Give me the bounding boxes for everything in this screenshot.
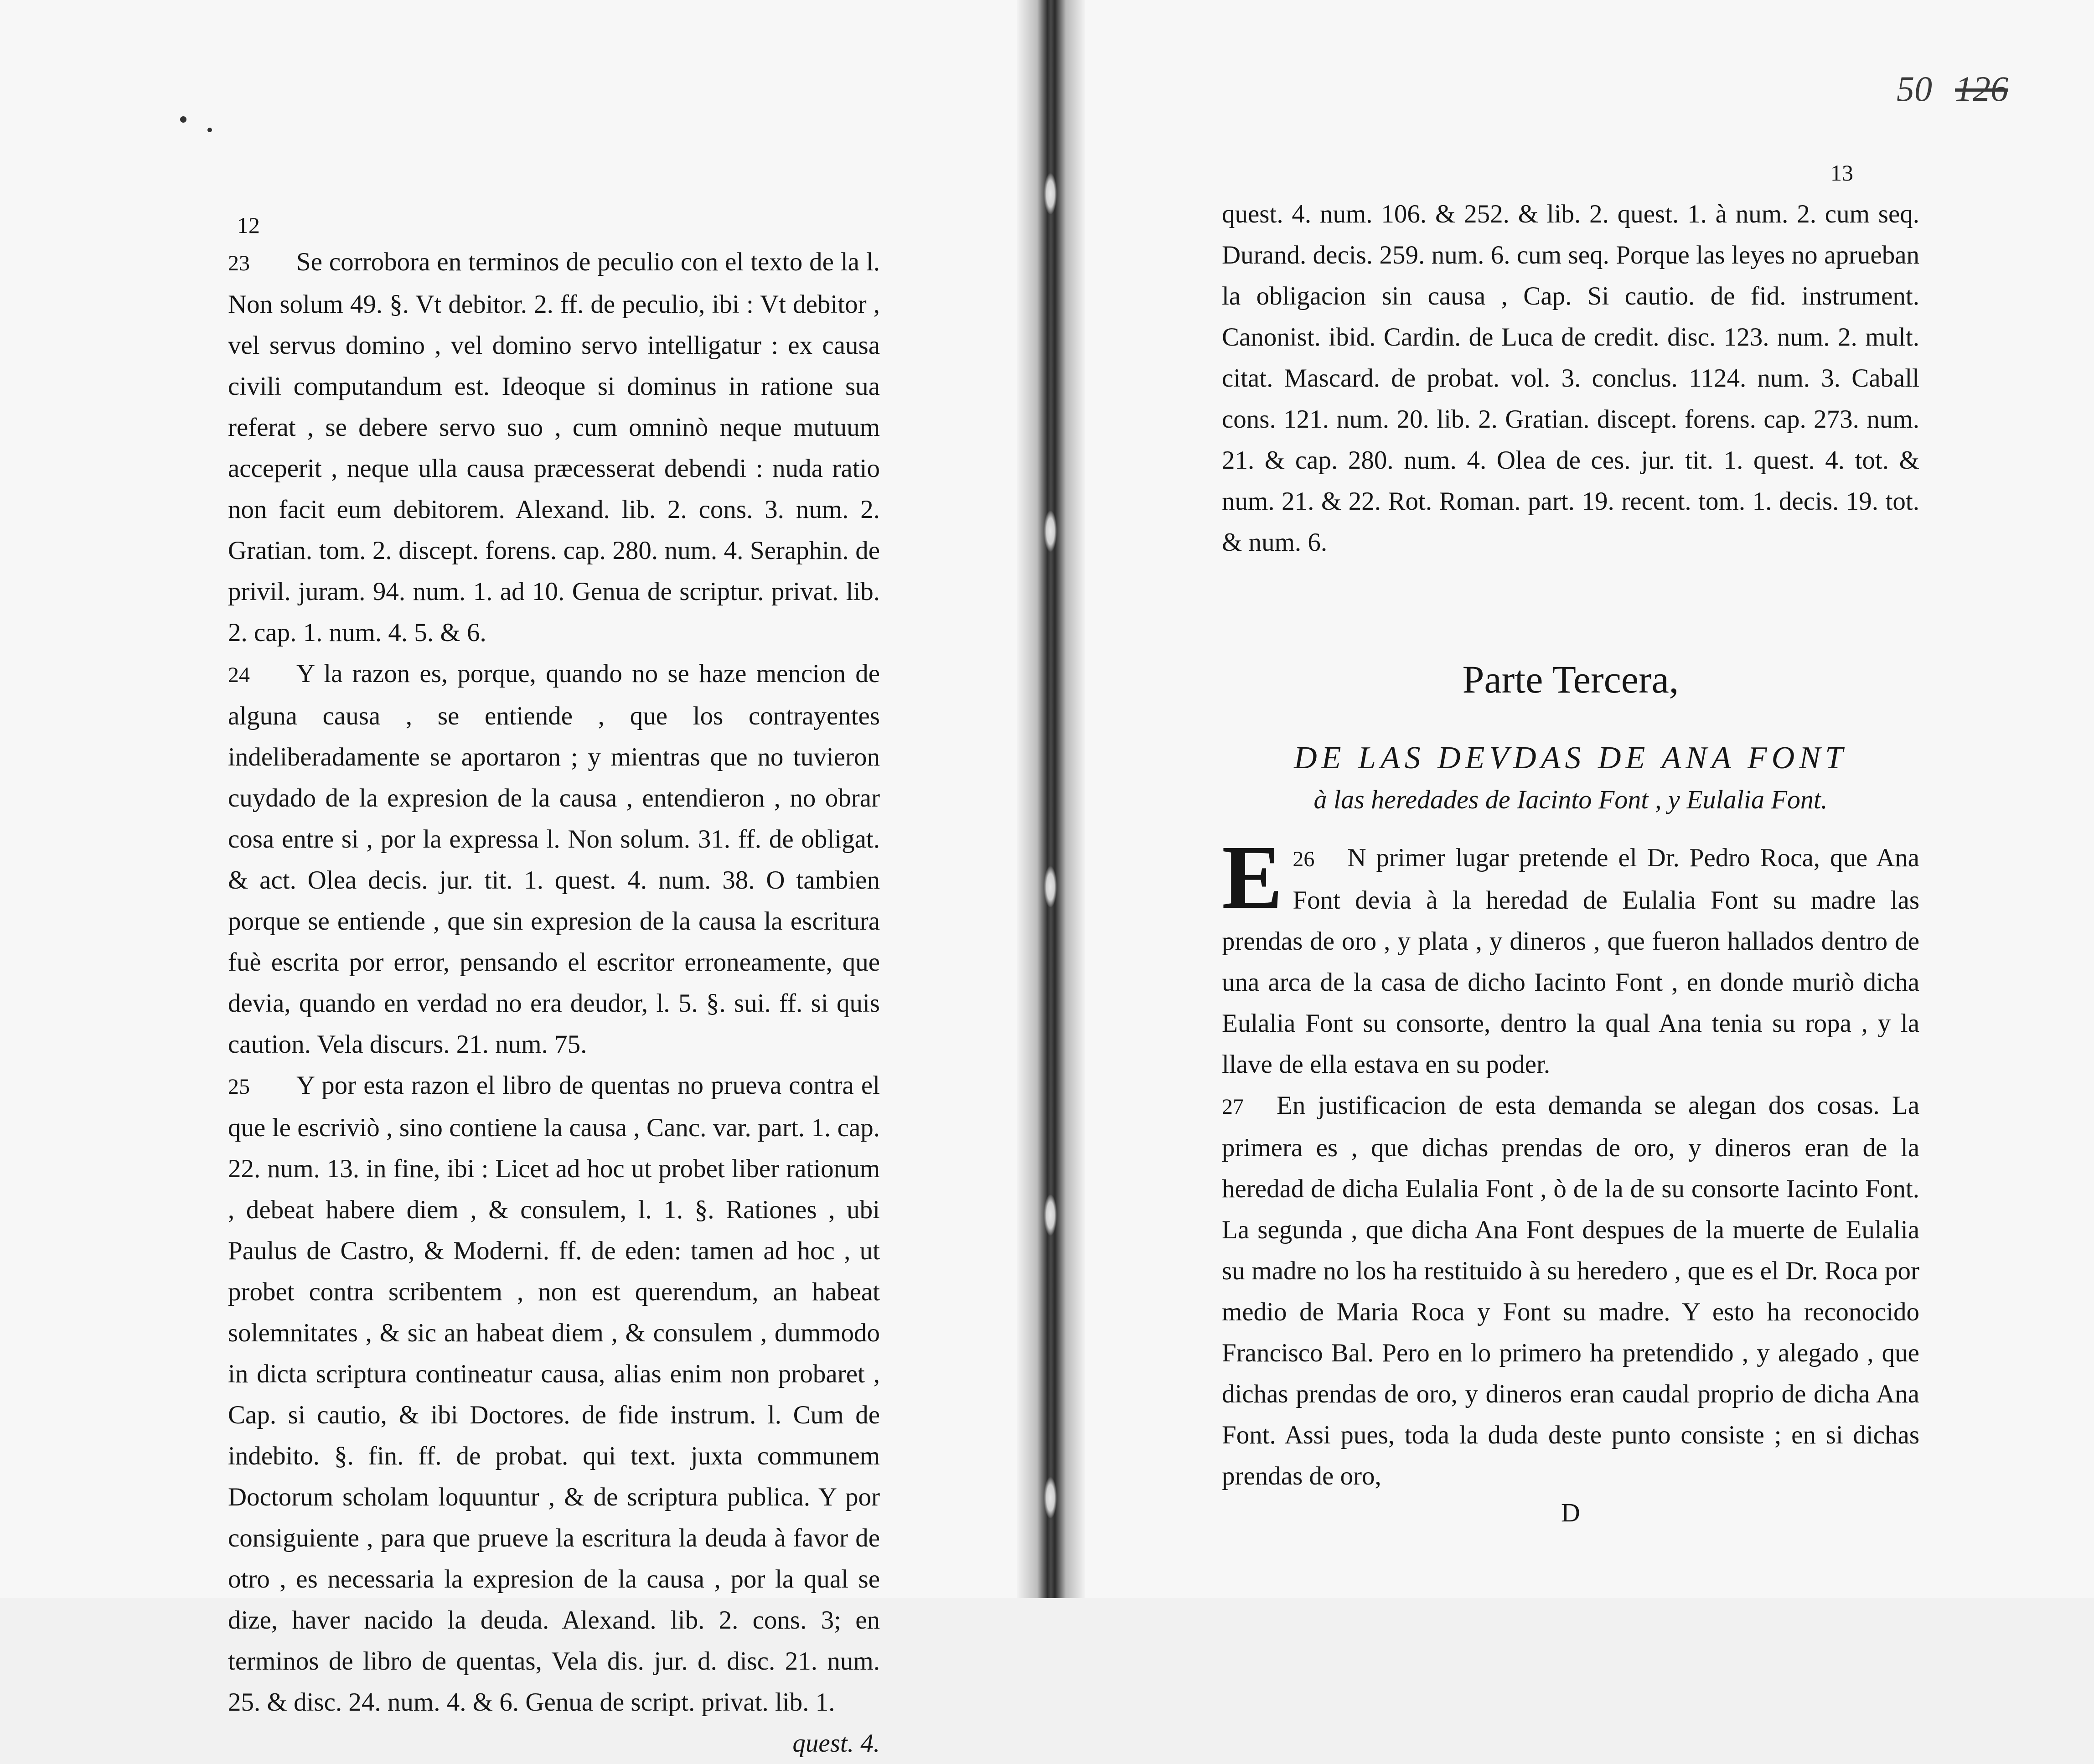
continuation-text: quest. 4. num. 106. & 252. & lib. 2. quest. 1. à num. 2. cum seq. Durand. decis. 259. num. 6. cum seq. Porque las leyes no aprueban la obligacion sin causa , Cap. Si cautio. de fid. instrument. Canonist. ibid. Cardin. de Luca de credit. disc. 123. num. 2. mult. citat. Mascard. de probat. vol. 3. conclus. 1124. num. 3. Caball cons. 121. num. 20. lib. 2. Gratian. discept. forens. cap. 273. num. 21. & cap. 280. num. 4. Olea de ces. jur. tit. 1. quest. 4. tot. & num. 21. & 22. Rot. Roman. part. 19. recent. tom. 1. decis. 19. tot. & num. 6. bbox=[1222, 200, 1919, 557]
paragraph-text: En justificacion de esta demanda se alegan dos cosas. La primera es , que dichas prendas de oro, y dineros eran de la heredad de dicha Eulalia Font , ò de la de su consorte Iacinto Font. La segunda , que dicha Ana Font despues de la muerte de Eulalia su madre no los ha restituido à su heredero , que es el Dr. Roca por medio de Maria Roca y Font su madre. Y esto ha reconocido Francisco Bal. Pero en lo primero ha pretendido , y alegado , que dichas prendas de oro, y dineros eran caudal proprio de dicha Ana Font. Assi pues, toda la duda deste punto consiste ; en si dichas prendas de oro, bbox=[1222, 1091, 1919, 1490]
folio-number-struck: 126 bbox=[1955, 69, 2008, 109]
paragraph-text: Y la razon es, porque, quando no se haze mencion de alguna causa , se entiende , que los contrayentes indeliberadamente se aportaron ; y mientras que no tuvieron cuydado de la expresion de la causa , entendieron , no obrar cosa entre si , por la expressa l. Non solum. 31. ff. de obligat. & act. Olea decis. jur. tit. 1. quest. 4. num. 38. O tambien porque se entiende , que sin expresion de la causa la escritura fuè escrita por error, pensando el escritor erroneamente, que devia, quando en verdad no era deudor, l. 5. §. sui. ff. si quis caution. Vela discurs. 21. num. 75. bbox=[228, 659, 880, 1059]
paragraph-23 bbox=[228, 242, 880, 653]
paragraph-text: N primer lugar pretende el Dr. Pedro Roca, que Ana Font devia à la heredad de Eulalia Font su madre las prendas de oro , y plata , y dineros , que fueron hallados dentro de una arca de la casa de dicho Iacinto Font , en donde muriò dicha Eulalia Font su consorte, dentro la qual Ana tenia su ropa , y la llave de ella estava en su poder. bbox=[1222, 843, 1919, 1079]
paragraph-24 bbox=[228, 653, 880, 1065]
binding-stitch bbox=[1044, 1477, 1057, 1518]
ink-spot bbox=[207, 128, 212, 132]
binding-stitch bbox=[1044, 866, 1057, 907]
paragraph-number: 27 bbox=[1222, 1095, 1244, 1119]
paragraph-number: 23 bbox=[228, 251, 250, 275]
binding-stitch bbox=[1044, 511, 1057, 552]
paragraph-number: 25 bbox=[228, 1075, 250, 1099]
catchword: quest. 4. bbox=[792, 1729, 880, 1758]
section-subheading: DE LAS DEVDAS DE ANA FONT bbox=[1294, 740, 1847, 776]
folio-number: 50 bbox=[1897, 69, 1932, 109]
paragraph-text: Se corrobora en terminos de peculio con el texto de la l. Non solum 49. §. Vt debitor. 2. ff. de peculio, ibi : Vt debitor , vel servus domino , vel domino servo intelligatur : ex causa civili computandum est. Ideoque si dominus in ratione sua referat , se debere servo suo , cum omninò neque mutuum acceperit , neque ulla causa præcesserat debendi : nuda ratio non facit eum debitorem. Alexand. lib. 2. cons. 3. num. 2. Gratian. tom. 2. discept. forens. cap. 280. num. 4. Seraphin. de privil. juram. 94. num. 1. ad 10. Genua de scriptur. privat. lib. 2. cap. 1. num. 4. 5. & 6. bbox=[228, 248, 880, 647]
section-subheading-continued: à las heredades de Iacinto Font , y Eulalia Font. bbox=[1313, 785, 1828, 814]
binding-stitch bbox=[1044, 1195, 1057, 1236]
paragraph-27 bbox=[1222, 1085, 1919, 1497]
binding-stitch bbox=[1044, 173, 1057, 214]
signature-mark: D bbox=[1561, 1498, 1580, 1527]
drop-cap: E bbox=[1222, 827, 1283, 928]
paragraph-text: Y por esta razon el libro de quentas no prueva contra el que le escriviò , sino contiene la causa , Canc. var. part. 1. cap. 22. num. 13. in fine, ibi : Licet ad hoc ut probet liber rationum , debeat habere diem , & consulem, l. 1. §. Rationes , ubi Paulus de Castro, & Moderni. ff. de eden: tamen ad hoc , ut probet contra scribentem , non est querendum, an habeat solemnitates , & sic an habeat diem , & consulem , dummodo in dicta scriptura contineatur causa, alias enim non probaret , Cap. si cautio, & ibi Doctores. de fide instrum. l. Cum de indebito. §. fin. ff. de probat. qui text. juxta communem Doctorum scholam loquuntur , & de scriptura publica. Y por consiguiente , para que prueve la escritura la deuda à favor de otro , es necessaria la expresion de la causa , por la qual se dize, haver nacido la deuda. Alexand. lib. 2. cons. 3; en terminos de libro de quentas, Vela dis. jur. d. disc. 21. num. 25. & disc. 24. num. 4. & 6. Genua de script. privat. lib. 1. bbox=[228, 1071, 880, 1717]
page-number-right: 13 bbox=[1830, 160, 1853, 186]
paragraph-number: 26 bbox=[1293, 847, 1315, 871]
folio-mark bbox=[1897, 68, 2008, 109]
paragraph-number: 24 bbox=[228, 663, 250, 687]
section-heading: Parte Tercera, bbox=[1462, 657, 1679, 701]
book-gutter bbox=[1017, 0, 1085, 1598]
paragraph-26 bbox=[1222, 827, 1919, 1085]
left-text-column bbox=[228, 242, 880, 1764]
ink-spot bbox=[180, 116, 186, 123]
paragraph-25 bbox=[228, 1065, 880, 1723]
right-text-column bbox=[1222, 194, 1919, 1529]
page-number-left: 12 bbox=[237, 212, 260, 238]
